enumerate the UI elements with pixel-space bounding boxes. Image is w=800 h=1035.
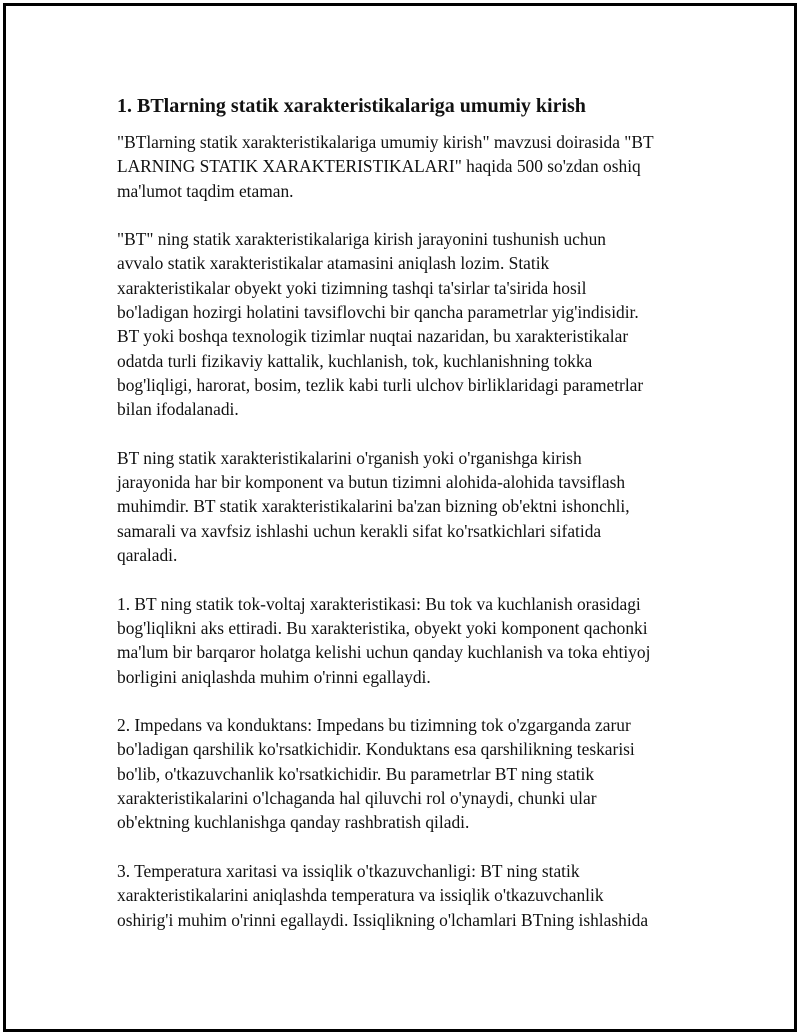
text-line: 3. Temperatura xaritasi va issiqlik o'tkazuvchanligi: BT ning statik <box>117 860 580 881</box>
text-line: oshirig'i muhim o'rinni egallaydi. Issiqlikning o'lchamlari BTning ishlashida <box>117 909 649 930</box>
paragraph-item-3 <box>117 859 697 932</box>
text-line: ob'ektning kuchlanishga qanday rashbratish qiladi. <box>117 812 470 833</box>
paragraph-intro <box>117 130 697 203</box>
text-line: 2. Impedans va konduktans: Impedans bu tizimning tok o'zgarganda zarur <box>117 715 631 736</box>
text-line: ma'lum bir barqaror holatga kelishi uchun qanday kuchlanish va toka ehtiyoj <box>117 642 651 663</box>
text-line: bo'ladigan hozirgi holatini tavsiflovchi bir qancha parametrlar yig'indisidir. <box>117 302 639 323</box>
text-line: xarakteristikalar obyekt yoki tizimning tashqi ta'sirlar ta'sirida hosil <box>117 277 587 298</box>
paragraph-definition <box>117 227 697 421</box>
text-line: ma'lumot taqdim etaman. <box>117 180 294 201</box>
text-line: jarayonida har bir komponent va butun tizimni alohida-alohida tavsiflash <box>117 472 626 493</box>
text-line: bog'liqligi, harorat, bosim, tezlik kabi turli ulchov birliklaridagi parametrlar <box>117 374 644 395</box>
text-line: BT yoki boshqa texnologik tizimlar nuqtai nazaridan, bu xarakteristikalar <box>117 326 629 347</box>
text-line: borligini aniqlashda muhim o'rinni egallaydi. <box>117 666 431 687</box>
text-line: odatda turli fizikaviy kattalik, kuchlanish, tok, kuchlanishning tokka <box>117 350 593 371</box>
text-line: avvalo statik xarakteristikalar atamasini aniqlash lozim. Statik <box>117 253 550 274</box>
text-line: 1. BT ning statik tok-voltaj xarakteristikasi: Bu tok va kuchlanish orasidagi <box>117 593 641 614</box>
text-line: xarakteristikalarini aniqlashda temperatura va issiqlik o'tkazuvchanlik <box>117 885 604 906</box>
text-line: bo'ladigan qarshilik ko'rsatkichidir. Konduktans esa qarshilikning teskarisi <box>117 739 635 760</box>
text-line: bo'lib, o'tkazuvchanlik ko'rsatkichidir. Bu parametrlar BT ning statik <box>117 763 595 784</box>
text-line: bilan ifodalanadi. <box>117 399 239 420</box>
paragraph-item-2 <box>117 713 697 834</box>
text-line: bog'liqlikni aks ettiradi. Bu xarakteristika, obyekt yoki komponent qachonki <box>117 617 648 638</box>
text-line: samarali va xavfsiz ishlashi uchun kerakli sifat ko'rsatkichlari sifatida <box>117 520 602 541</box>
text-line: "BTlarning statik xarakteristikalariga umumiy kirish" mavzusi doirasida "BT <box>117 132 654 152</box>
text-line: muhimdir. BT statik xarakteristikalarini ba'zan bizning ob'ektni ishonchli, <box>117 496 630 517</box>
paragraph-study <box>117 446 697 567</box>
text-line: BT ning statik xarakteristikalarini o'rganish yoki o'rganishga kirish <box>117 447 582 468</box>
document-title: 1. BTlarning statik xarakteristikalariga umumiy kirish <box>117 95 586 117</box>
text-line: LARNING STATIK XARAKTERISTIKALARI" haqida 500 so'zdan oshiq <box>117 156 641 177</box>
document-body <box>117 94 697 956</box>
text-line: qaraladi. <box>117 545 178 566</box>
text-line: xarakteristikalarini o'lchaganda hal qiluvchi rol o'ynaydi, chunki ular <box>117 788 597 809</box>
paragraph-item-1 <box>117 592 697 689</box>
text-line: "BT" ning statik xarakteristikalariga kirish jarayonini tushunish uchun <box>117 229 606 250</box>
